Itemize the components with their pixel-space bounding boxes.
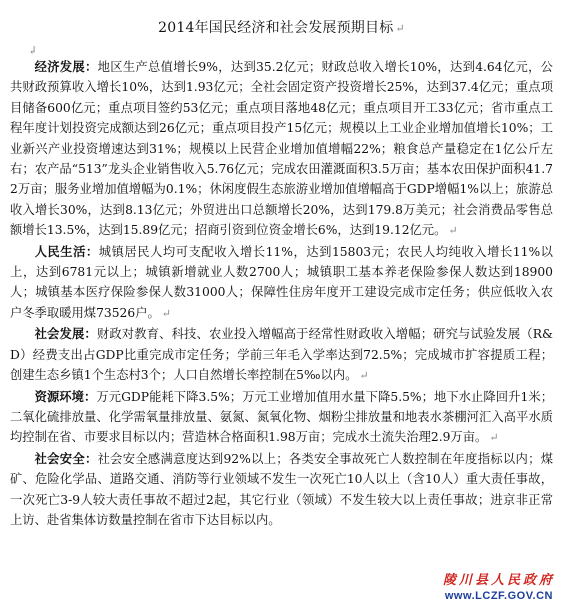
paragraph-mark-icon: ↵ [161, 306, 172, 320]
section-economy [10, 57, 553, 242]
paragraph-mark-icon: ↵ [359, 369, 369, 383]
document-title: 2014年国民经济和社会发展预期目标 [158, 20, 394, 36]
section-social-development [10, 324, 553, 386]
section-heading: 社会发展： [34, 326, 97, 342]
section-heading: 经济发展： [34, 59, 98, 74]
section-environment [10, 387, 553, 449]
paragraph-mark-icon: ↵ [395, 22, 405, 35]
document-title-row [10, 18, 553, 39]
section-text: 地区生产总值增长9%，达到35.2亿元；财政总收入增长10%，达到4.64亿元，公共财政预算收入增长10%，达到1.93亿元；全社会固定资产投资增长25%，达到37.4亿元；重点项目储备600亿元；重点项目签约53亿元；重点项目落地48亿元；重点项目开工33亿元；省市重点工程年度计划投资完成额达到26亿元；重点项目投产15亿元；规模以上工业企业增加值增长10%；工业新兴产业投资增速达到31%；规模以上民营企业增加值增幅22%；粮食总产量稳定在1亿公斤左右；农产品“513”龙头企业销售收入5.76亿元；完成农田灌溉面积3.5万亩；基本农田保护面积41.72万亩；服务业增加值增幅为0.1%；休闲度假生态旅游业增加值增幅高于GDP增幅1%以上；旅游总收入增长30%，达到8.13亿元；外贸进出口总额增长20%，达到179.8万美元；社会消费品零售总额增长13.5%，达到15.89亿元；招商引资到位资金增长6%，达到19.12亿元。 [10, 60, 553, 238]
watermark-name: 陵川县人民政府 [442, 573, 555, 588]
section-safety [10, 449, 553, 531]
section-heading: 社会安全： [34, 450, 98, 466]
section-text: 万元GDP能耗下降3.5%；万元工业增加值用水量下降5.5%；地下水止降回升1米；二氧化硫排放量、化学需氧量排放量、氨氮、氮氧化物、烟粉尘排放量和地表水茶棚河汇入高平水质均控制在省、市要求目标以内；营造林合格面积1.98万亩；完成水土流失治理2.9万亩。 [10, 389, 553, 445]
section-text: 社会安全感满意度达到92%以上；各类安全事故死亡人数控制在年度指标以内；煤矿、危险化学品、道路交通、消防等行业领域不发生一次死亡10人以上（含10人）重大责任事故，一次死亡3-9人较大责任事故不超过2起，其它行业（领域）不发生较大以上责任事故；进京非正常上访、赴省集体访数量控制在省市下达目标以内。 [10, 451, 553, 527]
section-text: 财政对教育、科技、农业投入增幅高于经常性财政收入增幅；研究与试验发展（R&D）经费支出占GDP比重完成市定任务；学前三年毛入学率达到72.5%；完成城市扩容提质工程；创建生态乡镇1个生态村3个；人口自然增长率控制在5‰以内。 [10, 327, 553, 383]
section-text: 城镇居民人均可支配收入增长11%，达到15803元；农民人均纯收入增长11%以上，达到6781元以上；城镇新增就业人数2700人；城镇职工基本养老保险参保人数达到18900人；城镇基本医疗保险参保人数31000人；保障性住房年度开工建设完成市定任务；供应低收入农户冬季取暖用煤73526户。 [10, 244, 553, 320]
watermark-url: www.LCZF.GOV.CN [444, 590, 553, 602]
blank-line-mark-icon: ↲ [28, 44, 38, 57]
section-livelihood [10, 242, 553, 325]
watermark-logo [401, 572, 561, 605]
section-heading: 资源环境： [34, 388, 97, 404]
paragraph-mark-icon: ↵ [489, 431, 499, 445]
paragraph-mark-icon: ↵ [448, 224, 458, 238]
section-heading: 人民生活： [34, 243, 99, 259]
